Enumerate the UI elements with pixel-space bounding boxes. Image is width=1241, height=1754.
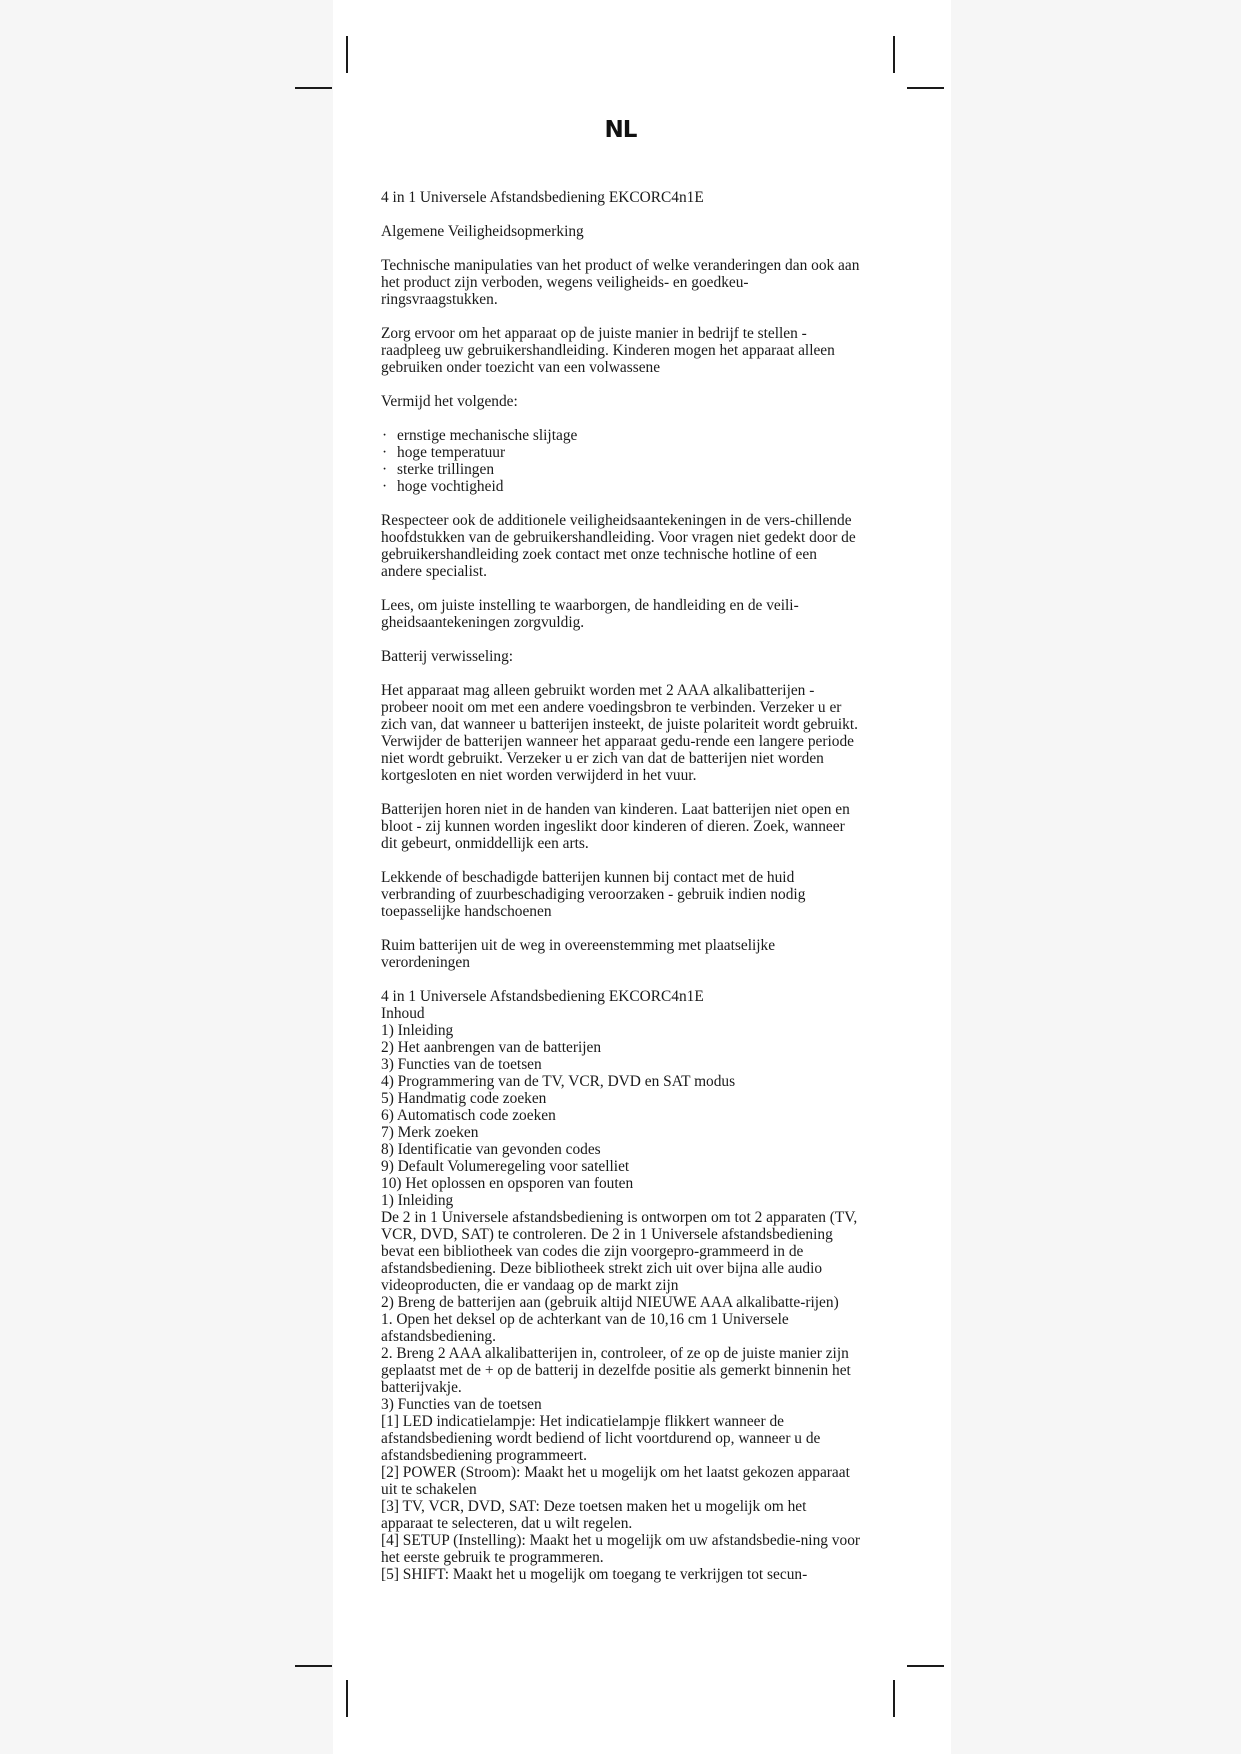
key-description-shift: [5] SHIFT: Maakt het u mogelijk om toegang te verkrijgen tot secun- <box>381 1566 808 1583</box>
table-of-contents <box>381 988 861 1583</box>
toc-item: 8) Identificatie van gevonden codes <box>381 1141 601 1158</box>
paragraph-manipulation: Technische manipulaties van het product of welke veranderingen dan ook aan het product zijn verboden, wegens veiligheids- en goedkeu-ringsvraagstukken. <box>381 257 860 308</box>
paragraph-battery-children: Batterijen horen niet in de handen van kinderen. Laat batterijen niet open en bloot - zij kunnen worden ingeslikt door kinderen of dieren. Zoek, wanneer dit gebeurt, onmiddellijk een arts. <box>381 801 850 852</box>
list-item: · ernstige mechanische slijtage <box>381 427 861 444</box>
paragraph-read: Lees, om juiste instelling te waarborgen, de handleiding en de veili-gheidsaantekeningen zorgvuldig. <box>381 597 799 631</box>
key-description-setup: [4] SETUP (Instelling): Maakt het u mogelijk om uw afstandsbedie-ning voor het eerste gebruik te programmeren. <box>381 1532 861 1566</box>
toc-item: 6) Automatisch code zoeken <box>381 1107 556 1124</box>
paragraph-introduction: De 2 in 1 Universele afstandsbediening is ontworpen om tot 2 apparaten (TV, VCR, DVD, SAT) te controleren. De 2 in 1 Universele afstandsbediening bevat een bibliotheek van codes die zijn voorgepro-grammeerd in de afstandsbediening. Deze bibliotheek strekt zich uit over bijna alle audio videoproducten, die er vandaag op de markt zijn <box>381 1209 858 1294</box>
paragraph-operation: Zorg ervoor om het apparaat op de juiste manier in bedrijf te stellen - raadpleeg uw gebruikershandleiding. Kinderen mogen het apparaat alleen gebruiken onder toezicht van een volwassene <box>381 325 835 376</box>
intro-title: 4 in 1 Universele Afstandsbediening EKCORC4n1E <box>381 189 704 206</box>
key-description-device: [3] TV, VCR, DVD, SAT: Deze toetsen maken het u mogelijk om het apparaat te selecteren, dat u wilt regelen. <box>381 1498 807 1532</box>
paragraph-respect: Respecteer ook de additionele veiligheidsaantekeningen in de vers-chillende hoofdstukken van de gebruikershandleiding. Voor vragen niet gedekt door de gebruikershandleiding zoek contact met onze technische hotline of een andere specialist. <box>381 512 856 580</box>
toc-heading: Inhoud <box>381 1005 425 1022</box>
toc-item: 4) Programmering van de TV, VCR, DVD en SAT modus <box>381 1073 736 1090</box>
toc-item: 5) Handmatig code zoeken <box>381 1090 547 1107</box>
paragraph-battery-leak: Lekkende of beschadigde batterijen kunnen bij contact met de huid verbranding of zuurbeschadiging veroorzaken - gebruik indien nodig toepasselijke handschoenen <box>381 869 806 920</box>
battery-step-2: 2. Breng 2 AAA alkalibatterijen in, controleer, of ze op de juiste manier zijn geplaatst met de + op de batterij in dezelfde positie als gemerkt binnenin het batterijvakje. <box>381 1345 851 1396</box>
crop-mark-bottom-right-vertical <box>893 1680 895 1717</box>
list-item: · hoge vochtigheid <box>381 478 861 495</box>
list-item: · sterke trillingen <box>381 461 861 478</box>
section-heading-keys: 3) Functies van de toetsen <box>381 1396 542 1413</box>
toc-item: 1) Inleiding <box>381 1022 454 1039</box>
toc-item: 10) Het oplossen en opsporen van fouten <box>381 1175 634 1192</box>
list-item: · hoge temperatuur <box>381 444 861 461</box>
safety-heading: Algemene Veiligheidsopmerking <box>381 223 584 240</box>
crop-mark-top-left-horizontal <box>295 87 332 89</box>
toc-title: 4 in 1 Universele Afstandsbediening EKCORC4n1E <box>381 988 704 1005</box>
battery-heading: Batterij verwisseling: <box>381 648 514 665</box>
crop-mark-top-left-vertical <box>346 36 348 73</box>
avoid-list <box>381 427 861 495</box>
toc-item: 7) Merk zoeken <box>381 1124 479 1141</box>
paragraph-battery-disposal: Ruim batterijen uit de weg in overeenstemming met plaatselijke verordeningen <box>381 937 776 971</box>
language-code: NL <box>604 117 637 143</box>
crop-mark-bottom-right-horizontal <box>907 1665 944 1667</box>
paragraph-battery-usage: Het apparaat mag alleen gebruikt worden met 2 AAA alkalibatterijen - probeer nooit om met een andere voedingsbron te verbinden. Verzeker u er zich van, dat wanneer u batterijen insteekt, de juiste polariteit wordt gebruikt. Verwijder de batterijen wanneer het apparaat gedu-rende een langere periode niet wordt gebruikt. Verzeker u er zich van dat de batterijen niet worden kortgesloten en niet worden verwijderd in het vuur. <box>381 682 858 784</box>
section-heading-batteries: 2) Breng de batterijen aan (gebruik altijd NIEUWE AAA alkalibatte-rijen) <box>381 1294 839 1311</box>
battery-step-1: 1. Open het deksel op de achterkant van de 10,16 cm 1 Universele afstandsbediening. <box>381 1311 789 1345</box>
section-heading-introduction: 1) Inleiding <box>381 1192 454 1209</box>
crop-mark-bottom-left-vertical <box>346 1680 348 1717</box>
manual-text <box>381 189 861 1583</box>
toc-item: 9) Default Volumeregeling voor satelliet <box>381 1158 630 1175</box>
crop-mark-top-right-horizontal <box>907 87 944 89</box>
toc-item: 3) Functies van de toetsen <box>381 1056 542 1073</box>
key-description-led: [1] LED indicatielampje: Het indicatielampje flikkert wanneer de afstandsbediening wordt bediend of licht voortdurend op, wanneer u de afstandsbediening programmeert. <box>381 1413 821 1464</box>
key-description-power: [2] POWER (Stroom): Maakt het u mogelijk om het laatst gekozen apparaat uit te schakelen <box>381 1464 850 1498</box>
avoid-heading: Vermijd het volgende: <box>381 393 518 410</box>
crop-mark-top-right-vertical <box>893 36 895 73</box>
crop-mark-bottom-left-horizontal <box>295 1665 332 1667</box>
toc-item: 2) Het aanbrengen van de batterijen <box>381 1039 602 1056</box>
